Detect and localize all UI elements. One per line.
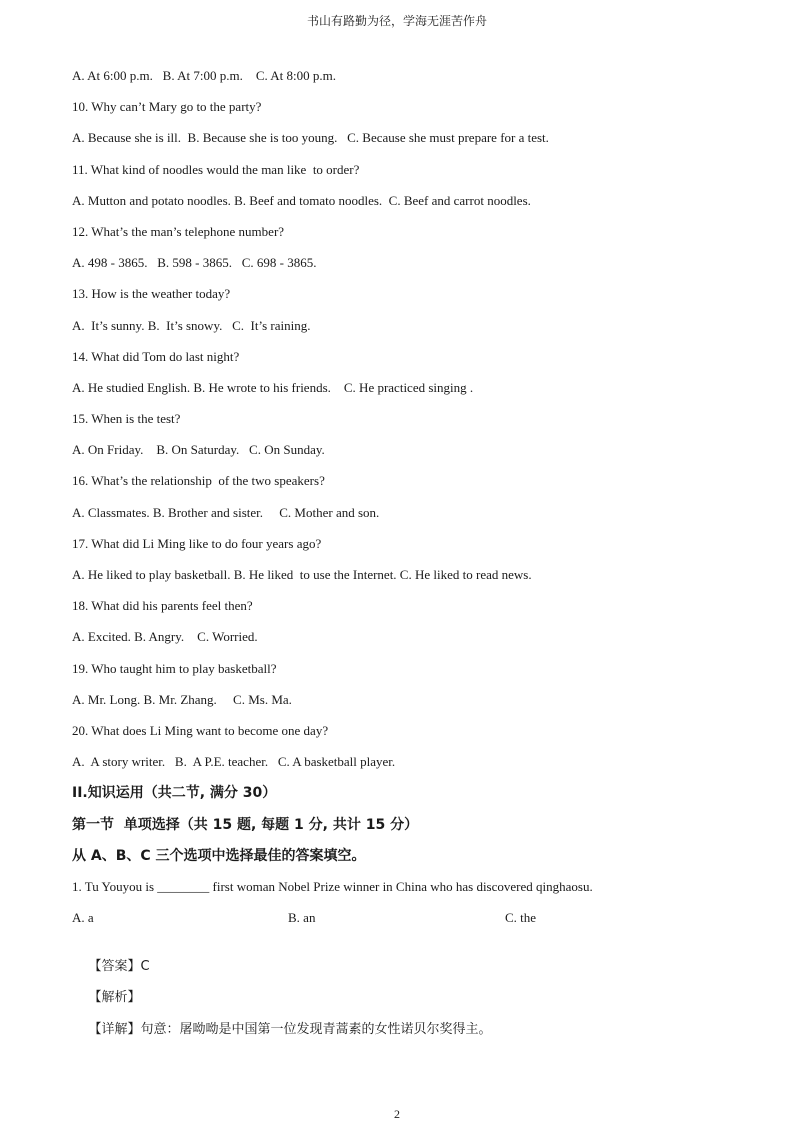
- option-a: A. a: [72, 910, 94, 926]
- detail-label: 【详解】: [88, 1021, 141, 1037]
- question-line: 14. What did Tom do last night?: [72, 348, 240, 364]
- question-line: 13. How is the weather today?: [72, 286, 231, 302]
- question-line: 20. What does Li Ming want to become one day?: [72, 722, 329, 738]
- option-line: A. He studied English. B. He wrote to his friends. C. He practiced singing .: [72, 379, 474, 395]
- option-b: B. an: [288, 910, 316, 926]
- answer-value: C: [140, 959, 150, 975]
- question-line: 19. Who taught him to play basketball?: [72, 660, 277, 676]
- question-line: 10. Why can’t Mary go to the party?: [72, 99, 262, 115]
- option-line: A. Because she is ill. B. Because she is too young. C. Because she must prepare for a test.: [72, 130, 549, 146]
- question-line: 12. What’s the man’s telephone number?: [72, 223, 285, 239]
- instruction: 从 A、B、C 三个选项中选择最佳的答案填空。: [72, 847, 366, 864]
- sub-title: 第一节 单项选择（共 15 题, 每题 1 分, 共计 15 分）: [72, 816, 419, 833]
- option-line: A. 498 - 3865. B. 598 - 3865. C. 698 - 3865.: [72, 255, 317, 271]
- question-line: 15. When is the test?: [72, 411, 181, 427]
- question-line: 11. What kind of noodles would the man like to order?: [72, 161, 360, 177]
- option-line: A. Excited. B. Angry. C. Worried.: [72, 629, 258, 645]
- option-line: A. On Friday. B. On Saturday. C. On Sunday.: [72, 442, 325, 458]
- option-c: C. the: [505, 910, 537, 926]
- option-line: A. At 6:00 p.m. B. At 7:00 p.m. C. At 8:00 p.m.: [72, 68, 336, 83]
- option-line: A. Classmates. B. Brother and sister. C. Mother and son.: [72, 504, 380, 520]
- option-line: A. A story writer. B. A P.E. teacher. C. A basketball player.: [72, 754, 396, 770]
- part-title: II.知识运用（共二节, 满分 30）: [72, 785, 277, 802]
- answer-label: 【答案】: [88, 959, 141, 975]
- page-header: 书山有路勤为径，学海无涯苦作舟: [306, 14, 487, 28]
- question-line: 17. What did Li Ming like to do four years ago?: [72, 535, 322, 551]
- page-number: 2: [394, 1107, 400, 1121]
- question-line: 18. What did his parents feel then?: [72, 598, 253, 614]
- question-1-stem: 1. Tu Youyou is ________ first woman Nobel Prize winner in China who has discovered qinghaosu.: [72, 878, 593, 894]
- option-line: A. Mr. Long. B. Mr. Zhang. C. Ms. Ma.: [72, 691, 292, 707]
- detail-text: 句意：屠呦呦是中国第一位发现青蒿素的女性诺贝尔奖得主。: [140, 1021, 492, 1037]
- question-1-options: [72, 909, 732, 940]
- question-line: 16. What’s the relationship of the two speakers?: [72, 473, 325, 489]
- document-body: [72, 67, 732, 1037]
- option-line: A. He liked to play basketball. B. He liked to use the Internet. C. He liked to read news.: [72, 567, 532, 582]
- detail-line: [72, 1003, 732, 1037]
- analysis-label: 【解析】: [88, 990, 141, 1006]
- option-line: A. Mutton and potato noodles. B. Beef and tomato noodles. C. Beef and carrot noodles.: [72, 192, 531, 208]
- answer-line: [72, 940, 732, 975]
- option-line: A. It’s sunny. B. It’s snowy. C. It’s raining.: [72, 317, 311, 333]
- analysis-line: [72, 971, 732, 1006]
